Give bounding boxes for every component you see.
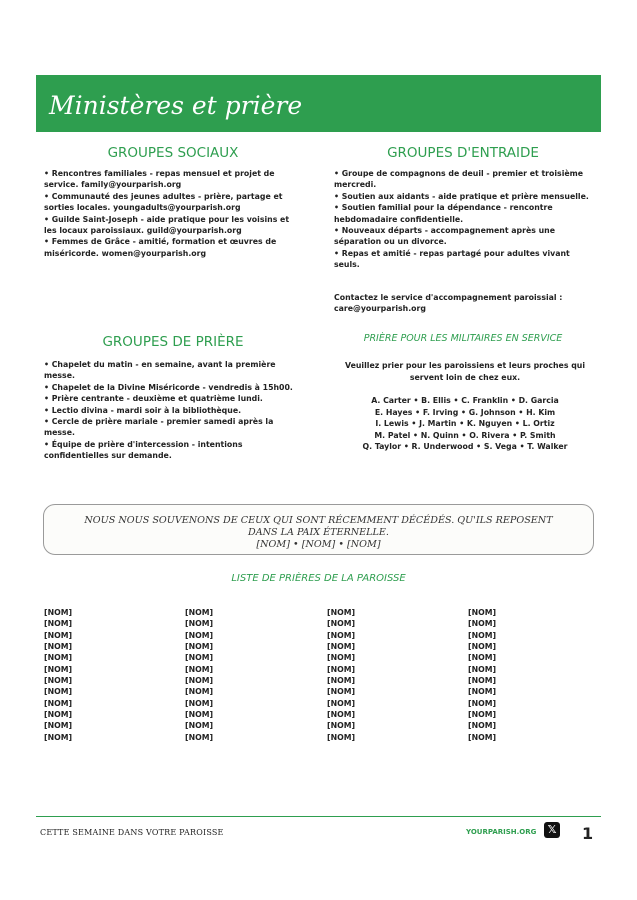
list-item: • Cercle de prière mariale - premier samedi après la messe. [44,417,274,438]
list-item: [NOM] [185,619,214,629]
list-item: [NOM] [327,664,356,674]
list-item: [NOM] [327,630,356,640]
list-item: [NOM] [185,721,214,731]
list-item: [NOM] [185,732,214,742]
military-names-line: I. Lewis • J. Martin • K. Nguyen • L. Ortiz [375,419,555,429]
military-names-line: Q. Taylor • R. Underwood • S. Vega • T. Walker [362,442,568,452]
list-item: • Guilde Saint-Joseph - aide pratique pour les voisins et les locaux paroissiaux. guild@yourparish.org [44,214,290,236]
list-item: • Chapelet du matin - en semaine, avant la première messe. [44,360,276,381]
section-title: Ministères et prière [49,91,303,120]
list-item: [NOM] [44,664,73,674]
social-groups-heading: GROUPES SOCIAUX [107,145,239,161]
list-item: • Équipe de prière d'intercession - intentions confidentielles sur demande. [44,439,243,461]
list-item: [NOM] [468,676,497,686]
list-item: [NOM] [185,608,214,617]
list-item: • Chapelet de la Divine Miséricorde - vendredis à 15h00. [44,382,293,392]
list-item: [NOM] [468,721,497,731]
list-item: [NOM] [185,630,214,640]
list-item: [NOM] [468,642,497,652]
list-item: [NOM] [44,642,73,652]
list-item: [NOM] [44,732,73,742]
footer-publication-title: CETTE SEMAINE DANS VOTRE PAROISSE [40,828,224,837]
list-item: • Nouveaux départs - accompagnement après une séparation ou un divorce. [334,226,556,247]
list-item: [NOM] [468,630,497,640]
prayer-list-column [327,607,355,743]
list-item: • Soutien familial pour la dépendance - rencontre hebdomadaire confidentielle. [334,203,553,224]
prayer-list-column [468,607,496,743]
list-item: • Repas et amitié - repas partagé pour adultes vivant seuls. [334,248,570,270]
list-item: [NOM] [44,608,73,617]
list-item: [NOM] [185,676,214,686]
list-item: • Soutien aux aidants - aide pratique et prière mensuelle. [334,191,589,201]
list-item: [NOM] [468,608,497,617]
footer-divider [36,816,601,817]
list-item: [NOM] [468,619,497,629]
list-item: [NOM] [44,619,73,629]
prayer-groups-heading: GROUPES DE PRIÈRE [102,334,244,350]
list-item: [NOM] [44,698,73,708]
list-item: [NOM] [468,664,497,674]
support-groups-list [334,168,596,271]
list-item: [NOM] [468,698,497,708]
military-names-line: A. Carter • B. Ellis • C. Franklin • D. Garcia [371,396,559,405]
list-item: [NOM] [185,642,214,652]
list-item: • Communauté des jeunes adultes - prière, partage et sorties locales. youngadults@yourparish.org [44,191,283,213]
list-item: [NOM] [327,698,356,708]
prayer-list-heading: LISTE DE PRIÈRES DE LA PAROISSE [231,573,406,584]
footer-website-link[interactable]: YOURPARISH.ORG [466,828,537,836]
list-item: [NOM] [185,710,214,720]
page-number: 1 [582,824,594,843]
military-names-line: M. Patel • N. Quinn • O. Rivera • P. Smith [374,430,556,440]
list-item: [NOM] [185,653,214,663]
list-item: [NOM] [327,653,356,663]
prayer-list-column [185,607,213,743]
list-item: [NOM] [44,676,73,686]
list-item: [NOM] [327,642,356,652]
list-item: • Groupe de compagnons de deuil - premier et troisième mercredi. [334,169,584,190]
care-contact: Contactez le service d'accompagnement paroissial : care@yourparish.org [334,293,563,314]
prayer-list-column [44,607,72,743]
list-item: [NOM] [468,687,497,697]
list-item: [NOM] [44,687,73,697]
social-groups-list [44,168,302,259]
prayer-groups-list [44,359,306,462]
list-item: • Prière centrante - deuxième et quatrième lundi. [44,394,263,404]
list-item: [NOM] [44,710,73,720]
list-item: [NOM] [327,732,356,742]
x-logo-icon[interactable]: 𝕏 [544,822,560,838]
list-item: [NOM] [327,608,356,617]
list-item: [NOM] [327,710,356,720]
list-item: [NOM] [44,630,73,640]
memorial-text: NOUS NOUS SOUVENONS DE CEUX QUI SONT RÉCEMMENT DÉCÉDÉS. QU'ILS REPOSENT DANS LA PAIX ÉTERNELLE. [84,515,553,538]
list-item: • Lectio divina - mardi soir à la bibliothèque. [44,405,242,415]
list-item: [NOM] [185,664,214,674]
section-banner [36,75,601,132]
list-item: [NOM] [468,710,497,720]
list-item: [NOM] [185,698,214,708]
military-intro: Veuillez prier pour les paroissiens et leurs proches qui servent loin de chez eux. [344,361,586,382]
military-prayer-heading: PRIÈRE POUR LES MILITAIRES EN SERVICE [363,333,563,344]
list-item: [NOM] [468,653,497,663]
list-item: [NOM] [44,721,73,731]
memorial-names: [NOM] • [NOM] • [NOM] [256,539,381,550]
list-item: [NOM] [327,687,356,697]
list-item: [NOM] [327,619,356,629]
support-groups-heading: GROUPES D'ENTRAIDE [387,145,539,161]
list-item: [NOM] [468,732,497,742]
list-item: [NOM] [327,676,356,686]
list-item: [NOM] [327,721,356,731]
list-item: [NOM] [185,687,214,697]
military-names [334,395,596,453]
list-item: • Femmes de Grâce - amitié, formation et œuvres de miséricorde. women@yourparish.org [44,237,277,258]
memorial-box [43,504,594,555]
military-names-line: E. Hayes • F. Irving • G. Johnson • H. Kim [374,407,556,417]
list-item: [NOM] [44,653,73,663]
list-item: • Rencontres familiales - repas mensuel et projet de service. family@yourparish.org [44,169,275,190]
